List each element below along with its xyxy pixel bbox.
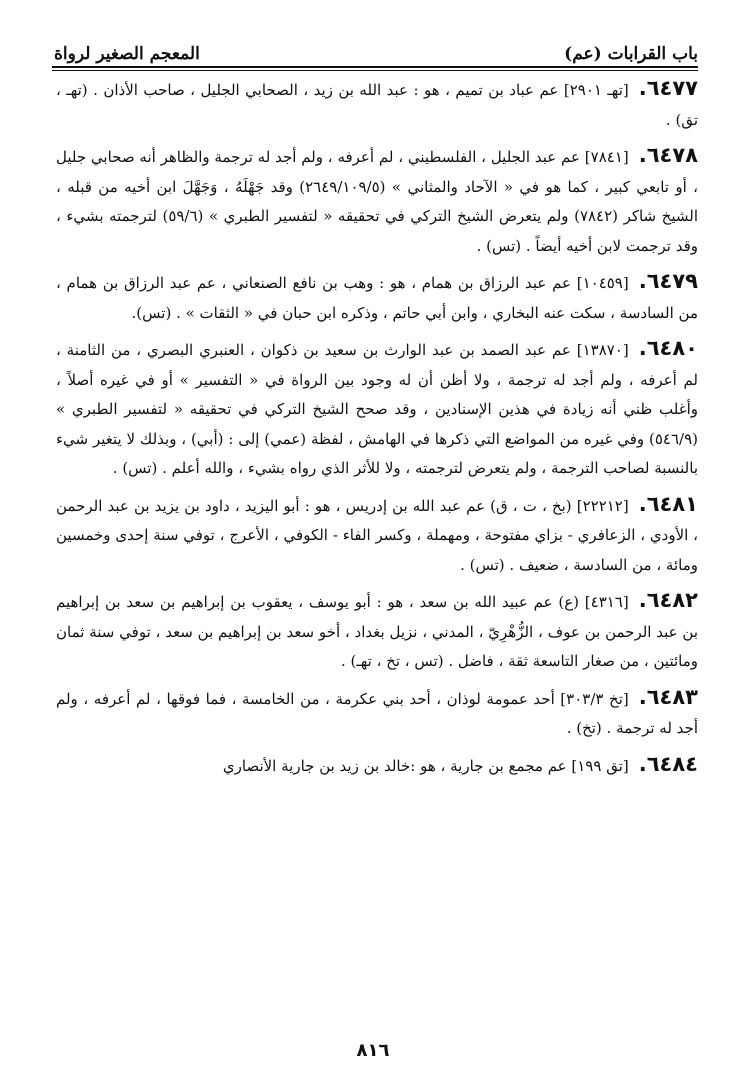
entry-number: ٦٤٨٠. bbox=[638, 336, 698, 360]
page-number: ٨١٦ bbox=[356, 1040, 390, 1061]
entry-number: ٦٤٨٢. bbox=[638, 588, 698, 612]
entry-number: ٦٤٧٩. bbox=[638, 269, 698, 293]
entry-text: [٧٨٤١] عم عبد الجليل ، الفلسطيني ، لم أعرفه ، ولم أجد له ترجمة والظاهر أنه صحابي جليل ، أو تابعي كبير ، كما هو في « الآحاد والمثاني » (٢٦٤٩/١٠٩/٥) وقد جَهْلَهُ ، وَجَهَّلَ ابن أخيه من قبله ، الشيخ شاكر (٧٨٤٢) ولم يتعرض الشيخ التركي في تحقيقه « لتفسير الطبري » (٥٩/٦) لترجمته بشيء ، وقد ترجمت لابن أخيه أيضاً . (تس) . bbox=[56, 148, 698, 255]
header-rule bbox=[52, 66, 698, 68]
entry bbox=[56, 586, 698, 677]
header-rule-thin bbox=[52, 70, 698, 71]
book-title: المعجم الصغير لرواة bbox=[54, 44, 200, 64]
entry-number: ٦٤٨٤. bbox=[638, 751, 698, 776]
entry-number: ٦٤٧٧. bbox=[638, 76, 699, 100]
entry bbox=[56, 750, 698, 782]
entry-number: ٦٤٨١. bbox=[638, 491, 698, 516]
entry bbox=[56, 334, 698, 484]
entry bbox=[56, 267, 698, 328]
chapter-title: باب القرابات (عم) bbox=[564, 44, 698, 64]
running-header bbox=[54, 30, 698, 64]
entry-number: ٦٤٧٨. bbox=[638, 143, 698, 167]
entry bbox=[56, 683, 698, 744]
entry bbox=[56, 490, 698, 581]
entry-text: [٢٢٢١٢] (بخ ، ت ، ق) عم عبد الله بن إدريس ، هو : أبو اليزيد ، داود بن يزيد بن عبد الرحمن ، الأودي ، الزعافري - بزاي مفتوحة ، ومهملة ، وكسر الفاء - الكوفي ، الأعرج ، توفي سنة إحدى وخمسين ومائة ، من السادسة ، ضعيف . (تس) . bbox=[56, 496, 698, 574]
entry-text: [١٣٨٧٠] عم عبد الصمد بن عبد الوارث بن سعيد بن ذكوان ، العنبري البصري ، من الثامنة ، لم أعرفه ، ولم أجد له ترجمة ، ولا أظن أن له وجود بين الرواة في « التفسير » أو في غيره أصلاً ، وأغلب ظني أنه زيادة في هذين الإسنادين ، وقد صحح الشيخ التركي في تحقيقه « لتفسير الطبري » (٥٤٦/٩) وفي غيره من المواضع التي ذكرها في الهامش ، لفظة (عمي) إلى : (أبي) ، وبذلك لا يتغير شيء بالنسبة لصاحب الترجمة ، ولم يتعرض لترجمته ، ولا للأثر الذي رواه بشيء ، والله أعلم . (تس) . bbox=[56, 341, 698, 477]
entry bbox=[56, 141, 698, 261]
entry-text: [تق ١٩٩] عم مجمع بن جارية ، هو :خالد بن زيد بن جارية الأنصاري bbox=[222, 756, 629, 775]
entry-text: [تخ ٣٠٣/٣] أحد عمومة لوذان ، أحد بني عكرمة ، من الخامسة ، فما فوقها ، لم أعرفه ، ولم أجد له ترجمة . (تخ) . bbox=[56, 689, 698, 737]
entry-number: ٦٤٨٣. bbox=[638, 684, 698, 709]
entry-text: [٤٣١٦] (ع) عم عبيد الله بن سعد ، هو : أبو يوسف ، يعقوب بن إبراهيم بن سعد بن إبراهيم بن عبد الرحمن بن عوف ، الزُّهْرِيّ ، المدني ، نزيل بغداد ، أخو سعد بن إبراهيم بن سعد ، توفي سنة ثمان ومائتين ، من صغار التاسعة ثقة ، فاضل . (تس ، تخ ، تهـ) . bbox=[56, 593, 698, 670]
entry-text: [تهـ ٢٩٠١] عم عباد بن تميم ، هو : عبد الله بن زيد ، الصحابي الجليل ، صاحب الأذان . (تهـ ، تق) . bbox=[56, 81, 698, 129]
entry-text: [١٠٤٥٩] عم عبد الرزاق بن همام ، هو : وهب بن نافع الصنعاني ، عم عبد الرزاق بن همام ، من السادسة ، سكت عنه البخاري ، وابن أبي حاتم ، وذكره ابن حبان في « الثقات » . (تس). bbox=[56, 274, 698, 322]
entries-body bbox=[56, 74, 698, 787]
entry bbox=[56, 74, 698, 135]
